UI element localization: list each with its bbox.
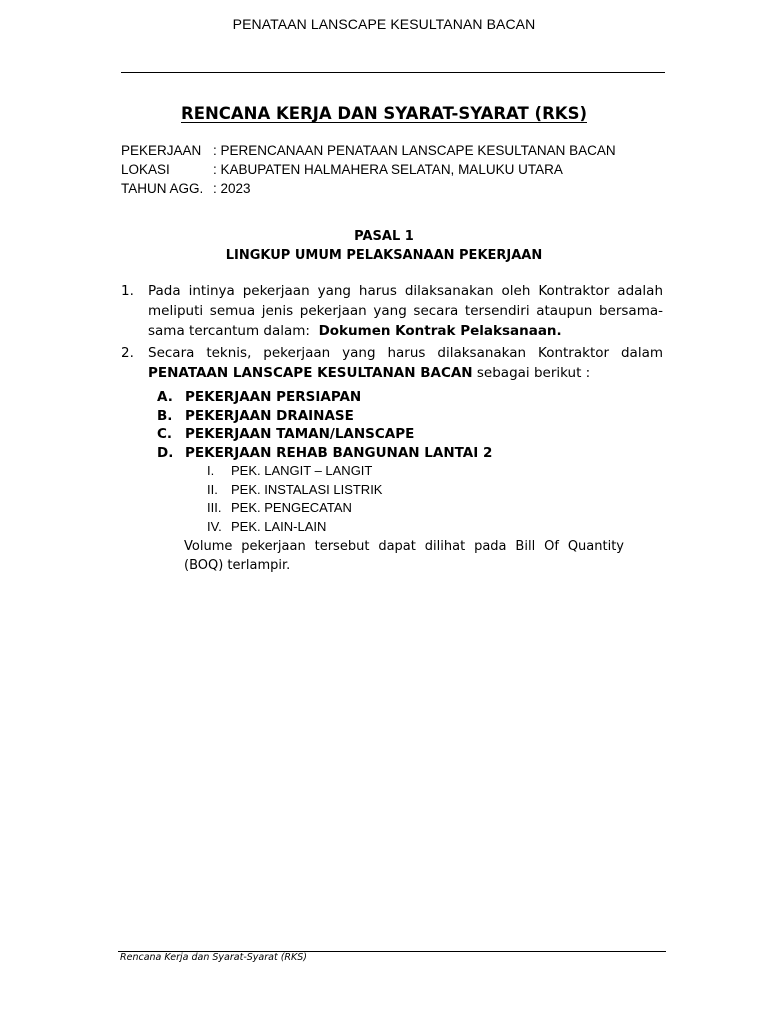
work-item-list xyxy=(157,388,492,462)
sub-roman: IV. xyxy=(207,519,222,535)
sub-roman: III. xyxy=(207,500,222,516)
item-label: PEKERJAAN DRAINASE xyxy=(185,407,354,424)
meta-value: : KABUPATEN HALMAHERA SELATAN, MALUKU UTARA xyxy=(213,162,563,177)
meta-row-lokasi xyxy=(121,160,616,179)
pasal-heading: LINGKUP UMUM PELAKSANAAN PEKERJAAN xyxy=(225,248,543,263)
meta-value: : 2023 xyxy=(213,181,251,196)
paragraph-text xyxy=(148,343,663,383)
paragraph-body: Pada intinya pekerjaan yang harus dilaksanakan oleh Kontraktor adalah meliputi semua jenis pekerjaan yang secara tersendiri ataupun bersama-sama tercantum dalam: xyxy=(148,283,663,339)
meta-row-tahun xyxy=(121,179,616,198)
item-letter: C. xyxy=(157,426,173,442)
meta-key: PEKERJAAN xyxy=(121,143,202,158)
list-item xyxy=(157,425,492,444)
project-meta xyxy=(121,141,616,198)
pasal-number: PASAL 1 xyxy=(354,229,414,244)
paragraph-number: 2. xyxy=(121,345,134,361)
sub-label: PEK. LANGIT – LANGIT xyxy=(231,463,373,478)
list-item xyxy=(207,481,382,500)
sub-label: PEK. LAIN-LAIN xyxy=(231,519,327,535)
meta-key: LOKASI xyxy=(121,162,170,177)
paragraph-1 xyxy=(121,281,663,341)
sub-roman: II. xyxy=(207,481,218,497)
header-title: PENATAAN LANSCAPE KESULTANAN BACAN xyxy=(232,16,536,32)
item-label: PEKERJAAN TAMAN/LANSCAPE xyxy=(185,426,415,442)
meta-key: TAHUN AGG. xyxy=(121,181,204,196)
pasal-heading-block xyxy=(0,227,768,265)
item-letter: B. xyxy=(157,407,173,424)
list-item xyxy=(157,388,492,407)
volume-note: Volume pekerjaan tersebut dapat dilihat pada Bill Of Quantity (BOQ) terlampir. xyxy=(184,539,624,573)
paragraph-body: Secara teknis, pekerjaan yang harus dilaksanakan Kontraktor dalam xyxy=(148,345,663,361)
sub-label: PEK. PENGECATAN xyxy=(231,500,352,516)
list-item xyxy=(207,499,382,518)
paragraph-bold: PENATAAN LANSCAPE KESULTANAN BACAN xyxy=(148,365,473,381)
item-label: PEKERJAAN PERSIAPAN xyxy=(185,389,362,405)
document-title: RENCANA KERJA DAN SYARAT-SYARAT (RKS) xyxy=(181,104,587,123)
sub-item-list xyxy=(207,462,382,537)
item-letter: A. xyxy=(157,389,173,405)
footer-text: Rencana Kerja dan Syarat-Syarat (RKS) xyxy=(120,952,307,963)
paragraph-body-end: sebagai berikut : xyxy=(476,365,591,381)
paragraph-text xyxy=(148,281,663,341)
sub-label: PEK. INSTALASI LISTRIK xyxy=(231,481,383,497)
meta-row-pekerjaan xyxy=(121,141,616,160)
paragraph-bold: Dokumen Kontrak Pelaksanaan. xyxy=(318,323,562,339)
list-item xyxy=(157,444,492,463)
list-item xyxy=(207,462,382,481)
item-letter: D. xyxy=(157,444,174,461)
paragraph-2 xyxy=(121,343,663,383)
item-label: PEKERJAAN REHAB BANGUNAN LANTAI 2 xyxy=(185,444,493,461)
sub-roman: I. xyxy=(207,463,215,478)
paragraph-number: 1. xyxy=(121,283,134,299)
header-divider xyxy=(121,72,665,73)
list-item xyxy=(207,518,382,537)
list-item xyxy=(157,407,492,426)
meta-value: : PERENCANAAN PENATAAN LANSCAPE KESULTANAN BACAN xyxy=(213,143,616,158)
